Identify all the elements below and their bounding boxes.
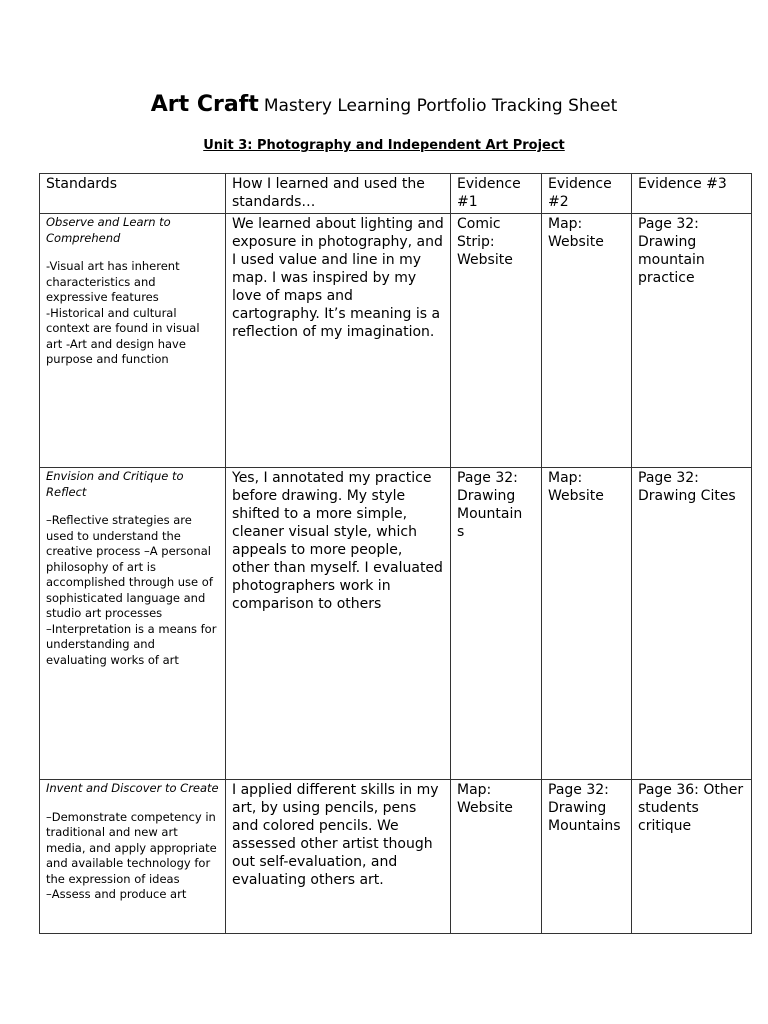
standard-cell [40,214,226,468]
standard-title: Invent and Discover to Create [46,781,219,795]
evidence-2-cell: Map: Website [542,468,632,780]
evidence-1-cell: Comic Strip: Website [451,214,542,468]
unit-subtitle: Unit 3: Photography and Independent Art Project [203,138,565,153]
header-how-learned: How I learned and used the standards… [226,174,451,214]
title-app-name: Art Craft [150,92,259,117]
standard-cell [40,780,226,934]
header-evidence-2: Evidence #2 [542,174,632,214]
evidence-2-cell: Map: Website [542,214,632,468]
portfolio-tracking-table [39,173,752,934]
standard-title: Observe and Learn to Comprehend [46,215,171,245]
header-standards: Standards [40,174,226,214]
standard-title: Envision and Critique to Reflect [46,469,184,499]
header-evidence-3: Evidence #3 [632,174,752,214]
table-row [40,214,752,468]
standard-cell [40,468,226,780]
evidence-2-cell: Page 32: Drawing Mountains [542,780,632,934]
standard-description: -Visual art has inherent characteristics and expressive features -Historical and cultural context are found in visual art -Art and design have purpose and function [46,259,200,366]
how-learned-cell: Yes, I annotated my practice before drawing. My style shifted to a more simple, cleaner visual style, which appeals to more people, other than myself. I evaluated photographers work in comparison to others [226,468,451,780]
evidence-3-cell: Page 32: Drawing Cites [632,468,752,780]
title-description: Mastery Learning Portfolio Tracking Sheet [263,96,618,116]
how-learned-cell: I applied different skills in my art, by using pencils, pens and colored pencils. We assessed other artist though out self-evaluation, and evaluating others art. [226,780,451,934]
table-row [40,780,752,934]
how-learned-cell: We learned about lighting and exposure in photography, and I used value and line in my map. I was inspired by my love of maps and cartography. It’s meaning is a reflection of my imagination. [226,214,451,468]
evidence-1-cell: Map: Website [451,780,542,934]
evidence-3-cell: Page 36: Other students critique [632,780,752,934]
table-header-row [40,174,752,214]
evidence-3-cell: Page 32: Drawing mountain practice [632,214,752,468]
standard-description: –Reflective strategies are used to understand the creative process –A personal philosophy of art is accomplished through use of sophisticated language and studio art processes –Interpretation is a means for understanding and evaluating works of art [46,513,217,667]
document-title [0,92,768,117]
table-row [40,468,752,780]
standard-description: –Demonstrate competency in traditional and new art media, and apply appropriate and available technology for the expression of ideas –Assess and produce art [46,809,217,901]
header-evidence-1: Evidence #1 [451,174,542,214]
evidence-1-cell: Page 32: Drawing Mountain s [451,468,542,780]
